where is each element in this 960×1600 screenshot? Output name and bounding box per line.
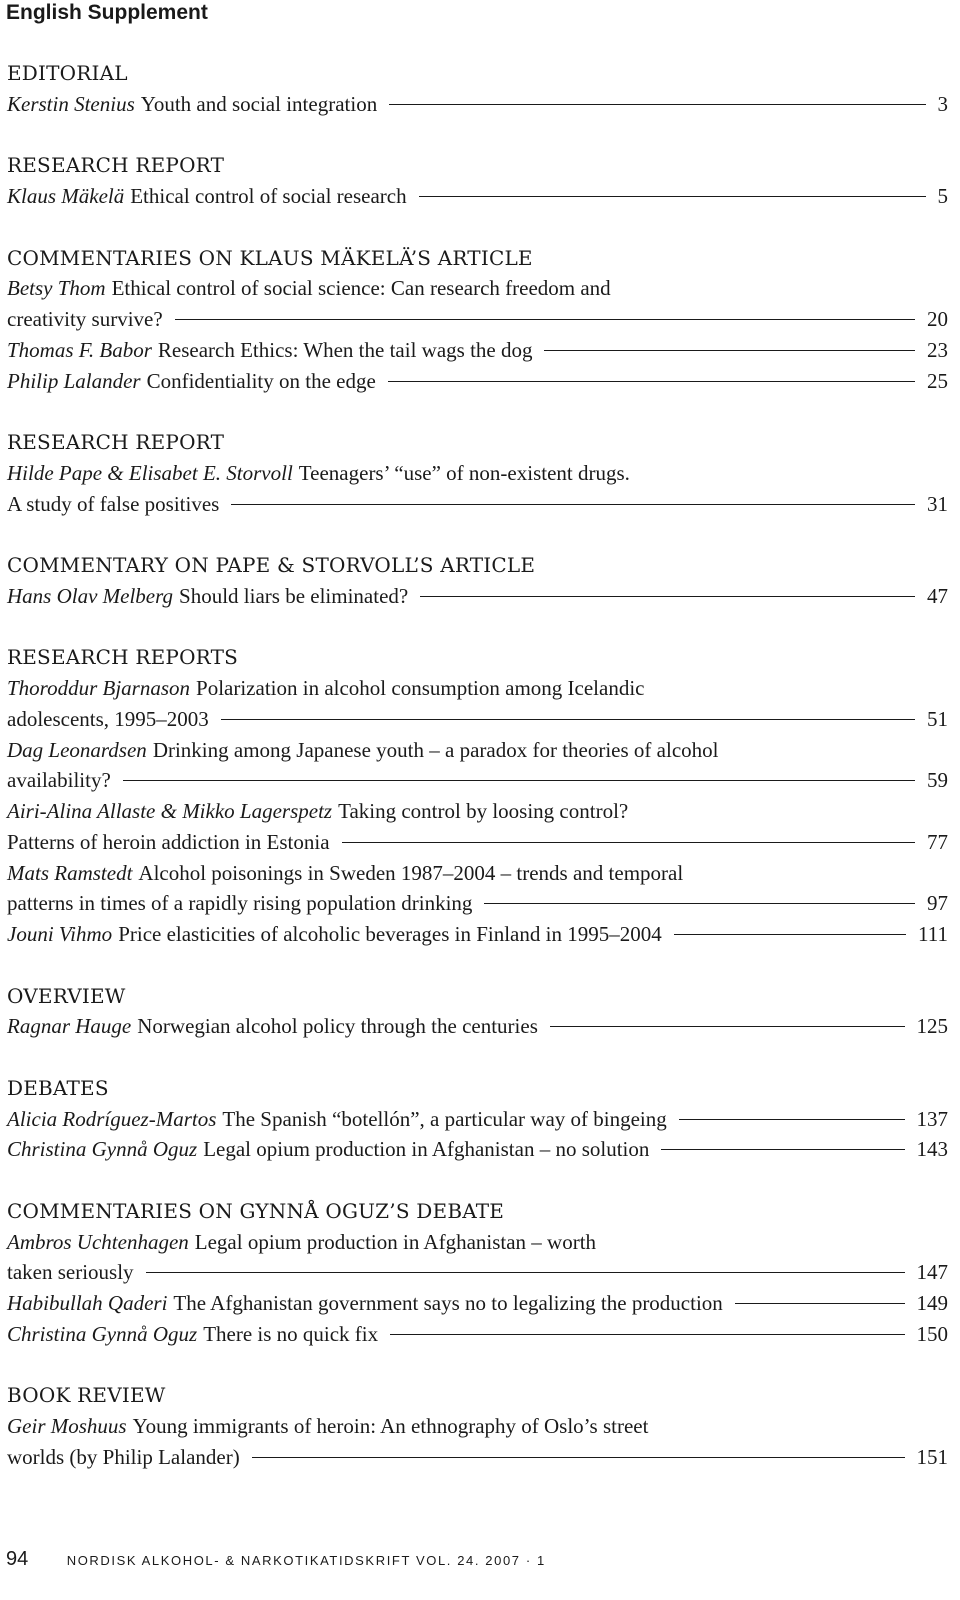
entry-author: Philip Lalander xyxy=(7,368,141,393)
entry-page-number: 137 xyxy=(916,1106,948,1131)
entry-title: Should liars be eliminated? xyxy=(179,583,409,608)
toc-entry-line xyxy=(7,734,948,766)
toc-entry xyxy=(7,1441,948,1473)
leader-rule xyxy=(146,1271,905,1273)
entry-title: There is no quick fix xyxy=(203,1321,379,1346)
section-heading: RESEARCH REPORT xyxy=(7,430,225,454)
toc-entry xyxy=(7,1287,948,1319)
toc-entry xyxy=(7,1010,948,1042)
entry-page-number: 125 xyxy=(916,1014,948,1039)
entry-page-number: 20 xyxy=(927,307,948,331)
entry-author: Jouni Vihmo xyxy=(7,922,113,946)
toc-entry xyxy=(7,580,948,612)
entry-title: Price elasticities of alcoholic beverages in Finland in 1995–2004 xyxy=(118,922,662,946)
leader-rule xyxy=(550,1025,905,1027)
toc-entry-line xyxy=(7,1410,948,1442)
leader-rule xyxy=(388,380,915,382)
toc-entry xyxy=(7,303,948,335)
leader-rule xyxy=(661,1148,904,1150)
footer-journal-name: NORDISK ALKOHOL- & NARKOTIKATIDSKRIFT VOL. 24. 2007 · 1 xyxy=(66,1553,546,1568)
leader-rule xyxy=(221,718,915,720)
entry-page-number: 150 xyxy=(916,1321,948,1346)
entry-page-number: 3 xyxy=(937,91,948,116)
entry-author: Thomas F. Babor xyxy=(7,337,152,362)
entry-title: Patterns of heroin addiction in Estonia xyxy=(7,829,330,854)
toc-entry xyxy=(7,88,948,120)
leader-rule xyxy=(231,503,915,505)
toc-entry xyxy=(7,365,948,397)
entry-page-number: 143 xyxy=(916,1137,948,1162)
entry-author: Christina Gynnå Oguz xyxy=(7,1321,198,1346)
entry-page-number: 51 xyxy=(927,706,948,731)
toc-entry xyxy=(7,334,948,366)
toc-entry-line xyxy=(7,857,948,889)
section-heading: DEBATES xyxy=(7,1075,109,1100)
entry-title: Drinking among Japanese youth – a paradox for theories of alcohol xyxy=(152,737,719,762)
entry-author: Betsy Thom xyxy=(7,276,106,301)
entry-author: Christina Gynnå Oguz xyxy=(7,1137,198,1162)
leader-rule xyxy=(674,933,906,935)
entry-page-number: 97 xyxy=(927,891,948,916)
leader-rule xyxy=(252,1456,905,1458)
leader-rule xyxy=(175,318,915,320)
entry-page-number: 149 xyxy=(916,1291,948,1315)
entry-author: Hilde Pape & Elisabet E. Storvoll xyxy=(7,460,293,485)
entry-title: Young immigrants of heroin: An ethnography of Oslo’s street xyxy=(132,1414,649,1438)
leader-rule xyxy=(544,349,915,351)
toc-entry xyxy=(7,918,948,950)
leader-rule xyxy=(390,1333,904,1335)
entry-author: Ragnar Hauge xyxy=(7,1014,132,1039)
entry-title: adolescents, 1995–2003 xyxy=(7,706,209,731)
entry-title: creativity survive? xyxy=(7,307,163,331)
toc-entry xyxy=(7,1103,948,1135)
entry-title: Teenagers’ “use” of non-existent drugs. xyxy=(298,460,630,485)
entry-title: Confidentiality on the edge xyxy=(146,368,376,393)
toc-entry xyxy=(7,703,948,735)
section-heading: RESEARCH REPORTS xyxy=(7,645,239,670)
entry-author: Habibullah Qaderi xyxy=(7,1291,168,1315)
entry-title: Ethical control of social science: Can research freedom and xyxy=(111,276,611,301)
entry-page-number: 59 xyxy=(927,768,948,793)
entry-title: The Spanish “botellón”, a particular way of bingeing xyxy=(222,1106,667,1131)
entry-title: A study of false positives xyxy=(7,491,220,516)
toc-entry-line xyxy=(7,795,948,827)
entry-title: Polarization in alcohol consumption among Icelandic xyxy=(196,676,645,700)
entry-author: Kerstin Stenius xyxy=(7,91,135,116)
entry-author: Thoroddur Bjarnason xyxy=(7,676,191,700)
entry-title: Youth and social integration xyxy=(140,91,378,116)
entry-author: Alicia Rodríguez-Martos xyxy=(7,1106,217,1131)
toc-entry-line xyxy=(7,272,948,304)
entry-page-number: 25 xyxy=(927,368,948,393)
toc-entry xyxy=(7,488,948,520)
entry-title: taken seriously xyxy=(7,1260,134,1285)
entry-page-number: 5 xyxy=(937,184,948,208)
toc-entry xyxy=(7,887,948,919)
section-heading: BOOK REVIEW xyxy=(7,1383,166,1408)
page-footer xyxy=(6,1548,546,1571)
section-heading: COMMENTARY ON PAPE & STORVOLL’S ARTICLE xyxy=(7,553,536,577)
leader-rule xyxy=(419,195,926,197)
entry-author: Klaus Mäkelä xyxy=(7,184,125,208)
toc-entry-line xyxy=(7,672,948,704)
leader-rule xyxy=(420,595,915,597)
leader-rule xyxy=(123,779,915,781)
entry-title: Ethical control of social research xyxy=(130,184,407,208)
toc-entry xyxy=(7,180,948,212)
entry-page-number: 77 xyxy=(927,829,948,854)
section-heading: EDITORIAL xyxy=(7,61,128,85)
entry-title: worlds (by Philip Lalander) xyxy=(7,1444,240,1469)
toc-entry xyxy=(7,826,948,858)
entry-title: Legal opium production in Afghanistan – worth xyxy=(194,1229,597,1254)
entry-title: Norwegian alcohol policy through the centuries xyxy=(137,1014,538,1039)
entry-title: patterns in times of a rapidly rising population drinking xyxy=(7,891,473,916)
leader-rule xyxy=(389,103,925,105)
entry-title: Legal opium production in Afghanistan – no solution xyxy=(203,1137,650,1162)
entry-title: Alcohol poisonings in Sweden 1987–2004 – trends and temporal xyxy=(138,860,684,885)
entry-author: Dag Leonardsen xyxy=(7,737,147,762)
section-heading: COMMENTARIES ON GYNNÅ OGUZ’S DEBATE xyxy=(7,1198,505,1223)
footer-page-number: 94 xyxy=(6,1548,29,1570)
section-heading: OVERVIEW xyxy=(7,983,126,1008)
entry-title: availability? xyxy=(7,768,111,793)
leader-rule xyxy=(484,902,915,904)
entry-page-number: 47 xyxy=(927,583,948,608)
section-heading: COMMENTARIES ON KLAUS MÄKELÄ’S ARTICLE xyxy=(7,245,533,270)
entry-page-number: 147 xyxy=(916,1260,948,1285)
leader-rule xyxy=(342,841,915,843)
toc-entry xyxy=(7,1318,948,1350)
entry-page-number: 23 xyxy=(927,337,948,362)
section-heading: RESEARCH REPORT xyxy=(7,153,225,178)
toc-entry-line xyxy=(7,1226,948,1258)
entry-title: Taking control by loosing control? xyxy=(338,799,629,823)
entry-page-number: 151 xyxy=(916,1444,948,1469)
toc-entry xyxy=(7,1256,948,1288)
supplement-title: English Supplement xyxy=(6,1,208,24)
toc-entry xyxy=(7,1133,948,1165)
entry-author: Hans Olav Melberg xyxy=(7,583,174,608)
entry-author: Ambros Uchtenhagen xyxy=(7,1229,189,1254)
entry-author: Airi-Alina Allaste & Mikko Lagerspetz xyxy=(7,799,333,823)
entry-title: The Afghanistan government says no to legalizing the production xyxy=(173,1291,723,1315)
toc-entry xyxy=(7,764,948,796)
leader-rule xyxy=(735,1302,905,1304)
entry-page-number: 111 xyxy=(918,922,948,946)
entry-author: Geir Moshuus xyxy=(7,1414,127,1438)
entry-page-number: 31 xyxy=(927,491,948,516)
entry-title: Research Ethics: When the tail wags the dog xyxy=(157,337,533,362)
leader-rule xyxy=(679,1118,905,1120)
toc-entry-line xyxy=(7,457,948,489)
entry-author: Mats Ramstedt xyxy=(7,860,133,885)
